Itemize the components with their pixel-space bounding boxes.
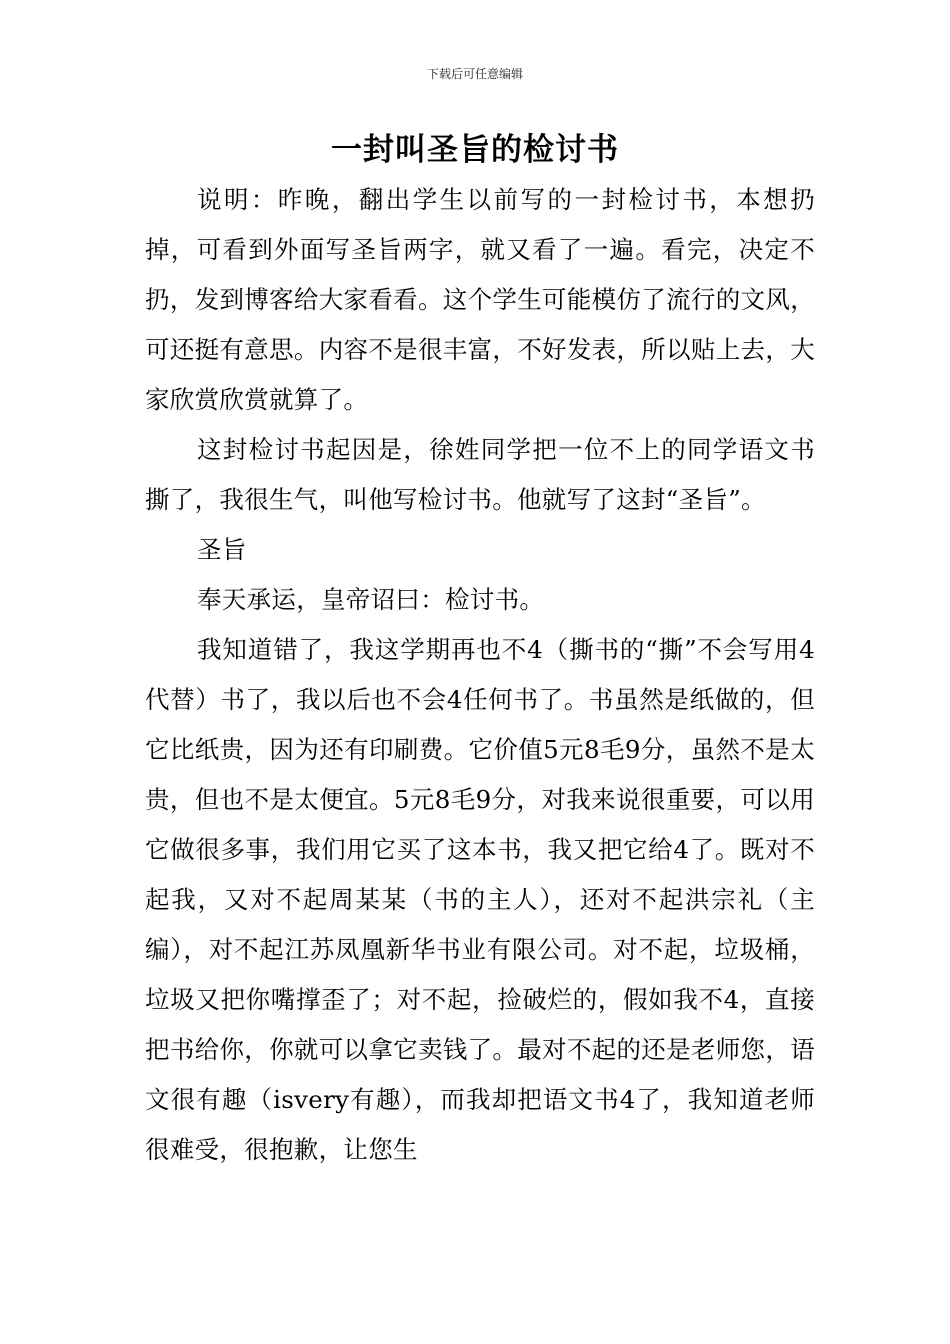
paragraph-edict-opening: 奉天承运，皇帝诏曰：检讨书。	[197, 585, 545, 614]
paragraph-cause: 这封检讨书起因是，徐姓同学把一位不上的同学语文书撕了，我很生气，叫他写检讨书。他就写了这封“圣旨”。	[145, 435, 815, 514]
paragraph-heading-edict: 圣旨	[197, 535, 247, 564]
document-body	[145, 175, 815, 1175]
header-note: 下载后可任意编辑	[426, 67, 523, 81]
document-title: 一封叫圣旨的检讨书	[331, 132, 619, 168]
paragraph-intro: 说明：昨晚，翻出学生以前写的一封检讨书，本想扔掉，可看到外面写圣旨两字，就又看了一遍。看完，决定不扔，发到博客给大家看看。这个学生可能模仿了流行的文风，可还挺有意思。内容不是很丰富，不好发表，所以贴上去，大家欣赏欣赏就算了。	[145, 185, 815, 414]
paragraph-apology: 我知道错了，我这学期再也不4（撕书的“撕”不会写用4代替）书了，我以后也不会4任何书了。书虽然是纸做的，但它比纸贵，因为还有印刷费。它价值5元8毛9分，虽然不是太贵，但也不是太便宜。5元8毛9分，对我来说很重要，可以用它做很多事，我们用它买了这本书，我又把它给4了。既对不起我，又对不起周某某（书的主人），还对不起洪宗礼（主编），对不起江苏凤凰新华书业有限公司。对不起，垃圾桶，垃圾又把你嘴撑歪了；对不起，捡破烂的，假如我不4，直接把书给你，你就可以拿它卖钱了。最对不起的还是老师您，语文很有趣（isvery有趣），而我却把语文书4了，我知道老师很难受，很抱歉，让您生	[145, 635, 815, 1164]
